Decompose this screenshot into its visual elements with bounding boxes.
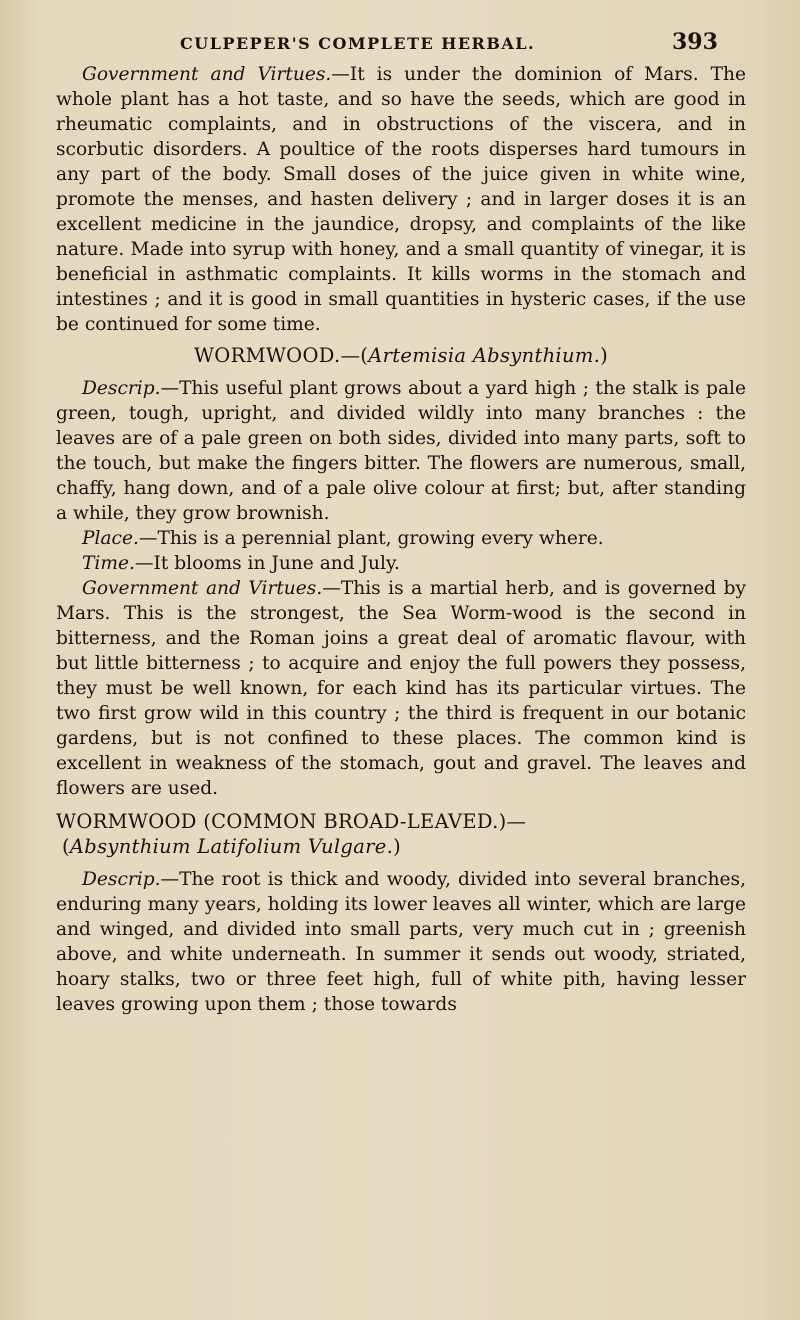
running-head: CULPEPER'S COMPLETE HERBAL. [180, 34, 536, 53]
paragraph-label: Place. [82, 528, 139, 549]
entry-heading-common-broad-leaved [56, 809, 746, 859]
paragraph-description [56, 376, 746, 526]
entry-heading-wormwood [56, 343, 746, 368]
heading-latin-name: Artemisia Absynthium. [368, 344, 601, 367]
paragraph-label: Descrip. [82, 869, 161, 890]
paragraph-label: Time. [82, 553, 135, 574]
paragraph-text: —It is under the dominion of Mars. The whole plant has a hot taste, and so have the seeds, which are good in rheumatic complaints, and in obstructions of the viscera, and in scorbutic disorders. A poultice of the roots disperses hard tumours in any part of the body. Small doses of the juice given in white wine, promote the menses, and hasten delivery ; and in larger doses it is an excellent medicine in the jaundice, dropsy, and complaints of the like nature. Made into syrup with honey, and a small quantity of vinegar, it is beneficial in asthmatic complaints. It kills worms in the stomach and intestines ; and it is good in small quantities in hysteric cases, if the use be continued for some time. [56, 64, 746, 335]
paragraph-place [56, 526, 746, 551]
heading-latin-line [56, 834, 746, 859]
heading-open-paren: —( [340, 344, 369, 367]
page-header [0, 12, 800, 55]
heading-name: WORMWOOD. [193, 344, 341, 367]
paragraph-text: —It blooms in June and July. [134, 553, 400, 574]
paragraph-text: —This useful plant grows about a yard high ; the stalk is pale green, tough, upright, and divided wildly into many branches : the leaves are of a pale green on both sides, divided into many parts, soft to the touch, but make the fingers bitter. The flowers are numerous, small, chaffy, hang down, and of a pale olive colour at first; but, after standing a while, they grow brownish. [56, 378, 746, 524]
paragraph-text: —This is a martial herb, and is governed by Mars. This is the strongest, the Sea Worm-wood is the second in bitterness, and the Roman joins a great deal of aromatic flavour, with but little bitterness ; to acquire and enjoy the full powers they possess, they must be well known, for each kind has its particular virtues. The two first grow wild in this country ; the third is frequent in our botanic gardens, but is not confined to these places. The common kind is excellent in weakness of the stomach, gout and gravel. The leaves and flowers are used. [56, 578, 746, 799]
heading-open-paren: ( [62, 835, 70, 858]
paragraph-text: —The root is thick and woody, divided into several branches, enduring many years, holding its lower leaves all winter, which are large and winged, and divided into small parts, very much cut in ; greenish above, and white underneath. In summer it sends out woody, striated, hoary stalks, two or three feet high, full of white pith, having lesser leaves growing upon them ; those towards [56, 869, 746, 1015]
paragraph-text: —This is a perennial plant, growing every where. [138, 528, 604, 549]
paragraph-label: Government and Virtues. [82, 64, 332, 85]
paragraph-government-virtues [56, 62, 746, 337]
paragraph-time [56, 551, 746, 576]
paragraph-label: Descrip. [82, 378, 161, 399]
page-number: 393 [672, 29, 718, 55]
page-body [56, 62, 746, 1017]
paragraph-label: Government and Virtues. [82, 578, 323, 599]
paragraph-government-virtues-wormwood [56, 576, 746, 801]
heading-name: WORMWOOD (COMMON BROAD-LEAVED.)— [56, 810, 527, 833]
heading-latin-name: Absynthium Latifolium Vulgare. [69, 835, 394, 858]
paragraph-description-broad-leaved [56, 867, 746, 1017]
heading-close-paren: ) [600, 344, 609, 367]
heading-close-paren: ) [393, 835, 401, 858]
